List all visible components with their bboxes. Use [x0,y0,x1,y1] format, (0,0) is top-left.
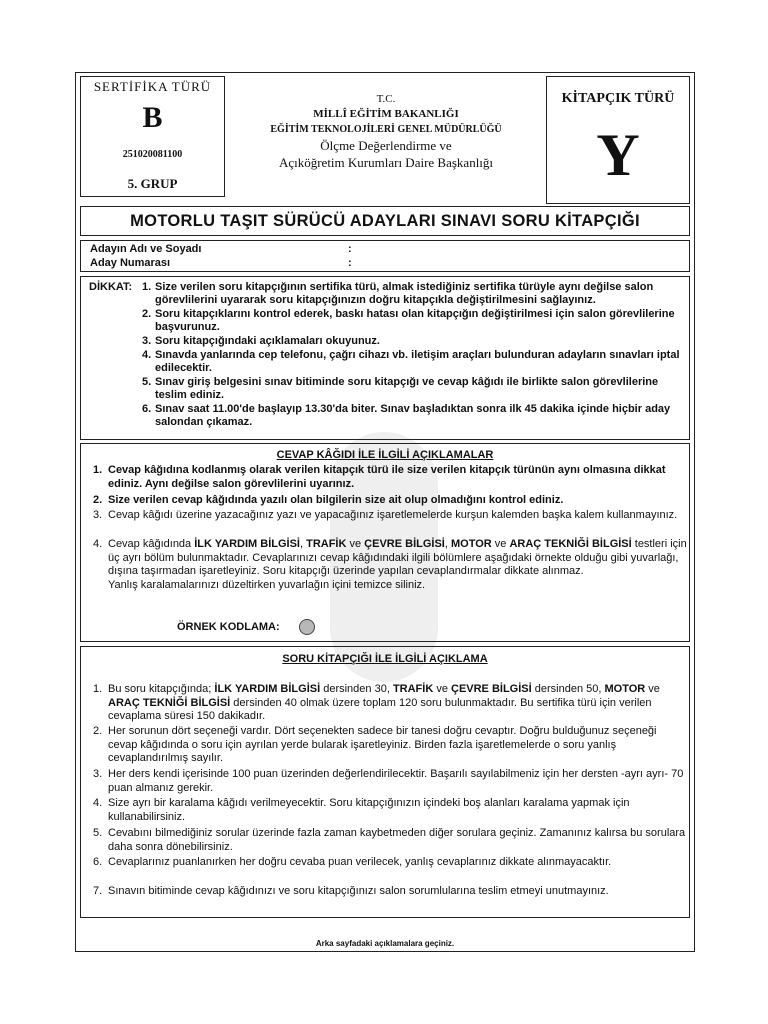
subject-traffic: TRAFİK [392,683,434,695]
text-segment: ve [433,683,451,695]
booklet-item [95,768,687,795]
warning-box [80,276,690,440]
title-box [80,206,690,236]
booklet-item [95,797,687,824]
item-text: Size verilen cevap kâğıdında yazılı olan bilgilerin size ait olup olmadığını kontrol ediniz. [108,494,564,506]
warning-item [143,403,688,429]
item-text [95,538,687,592]
certificate-group: 5. GRUP [127,176,178,191]
subject-first-aid: İLK YARDIM BİLGİSİ [194,538,300,550]
booklet-label: KİTAPÇIK TÜRÜ [561,91,675,106]
text-segment: Yanlış karalamalarınızı düzeltirken yuvarlağın içini temizce siliniz. [108,578,426,591]
item-text: Sınavda yanlarında cep telefonu, çağrı cihazı vb. iletişim araçları bulunduran adayların sınavları iptal edilecektir. [155,349,680,374]
text-segment: Cevap kâğıdında [108,538,195,550]
item-number: 6. [142,403,152,415]
item-number: 2. [142,308,152,320]
text-segment: Bu soru kitapçığında; [108,683,215,695]
warning-item [143,376,688,402]
item-text: Cevaplarınız puanlanırken her doğru cevaba puan verilecek, yanlış cevaplarınız dikkate alınmayacaktır. [108,856,612,868]
certificate-type: B [142,101,163,134]
item-text: Sınav giriş belgesini sınav bitiminde soru kitapçığı ve cevap kâğıdı ile birlikte salon görevlilerine teslim ediniz. [155,376,659,401]
warning-item [143,308,688,334]
item-number: 3. [93,768,103,780]
subject-environment: ÇEVRE BİLGİSİ [364,538,445,550]
item-number: 3. [142,335,152,347]
item-text: Her ders kendi içerisinde 100 puan üzerinden değerlendirilecektir. Başarılı sayılabilmeniz için her dersten -ayrı ayrı- 70 puan almanız gerekir. [108,768,684,794]
item-text [95,683,687,724]
answer-item [95,494,687,508]
item-number: 4. [93,538,103,550]
booklet-type: Y [596,122,640,188]
item-number: 6. [93,856,103,868]
item-text: Soru kitapçığındaki açıklamaları okuyunuz. [155,335,380,347]
text-segment: , [299,538,307,550]
item-number: 5. [93,827,103,839]
booklet-info-heading: SORU KİTAPÇIĞI İLE İLGİLİ AÇIKLAMA [282,653,488,665]
text-segment: ve [346,538,365,550]
item-number: 1. [93,464,103,476]
subject-motor: MOTOR [450,538,492,550]
subject-vehicle-tech: ARAÇ TEKNİĞİ BİLGİSİ [108,696,231,709]
booklet-item [95,885,687,899]
number-colon: : [348,257,352,269]
warning-label: DİKKAT: [89,281,133,293]
subject-environment: ÇEVRE BİLGİSİ [451,683,532,695]
booklet-info-box [80,646,690,918]
booklet-item [95,725,687,766]
ministry-dept-line1: Ölçme Değerlendirme ve [320,138,452,153]
number-label: Aday Numarası [90,257,171,269]
text-segment: testleri için üç ayrı bölüm bulunmaktadır. Cevaplarınızı cevap kâğıdındaki ilgili bölümlere aşağıdaki örnekte olduğu gibi yuvarlağı, dışına taşırmadan işaretleyiniz. Soru kitapçığı üzerinde yapılan cevaplandırmalar dikkate alınmaz. [108,538,687,577]
answer-item [95,509,687,523]
ministry-dept-line2: Açıköğretim Kurumları Daire Başkanlığı [278,155,494,170]
item-number: 5. [142,376,152,388]
subject-vehicle-tech: ARAÇ TEKNİĞİ BİLGİSİ [509,538,632,550]
sample-coding-label: ÖRNEK KODLAMA: [177,621,280,633]
item-text: Her sorunun dört seçeneği vardır. Dört seçenekten sadece bir tanesi doğru cevaptır. Doğru bulduğunuz seçeneği cevap kâğıdında o soru için ayrılan yerde bularak işaretleyiniz. Birden fazla işaretlemelerde o soru yanlış cevaplandırılmış sayılır. [108,725,657,764]
item-number: 2. [93,725,103,737]
ministry-directorate: EĞİTİM TEKNOLOJİLERİ GENEL MÜDÜRLÜĞÜ [270,124,502,135]
name-label: Adayın Adı ve Soyadı [90,243,202,255]
item-number: 3. [93,509,103,521]
page-title: MOTORLU TAŞIT SÜRÜCÜ ADAYLARI SINAVI SORU KİTAPÇIĞI [130,212,640,230]
item-number: 4. [93,797,103,809]
item-number: 1. [142,281,152,293]
item-text: Size ayrı bir karalama kâğıdı verilmeyecektir. Soru kitapçığınızın içindeki boş alanları karalama yapmak için kullanabilirsiniz. [108,797,630,823]
warning-item [143,349,688,375]
booklet-item [95,827,687,854]
booklet-item [95,856,687,870]
text-segment: dersinden 30, [320,683,393,695]
item-number: 7. [93,885,103,897]
item-text: Soru kitapçıklarını kontrol ederek, baskı hatası olan kitapçığın değiştirilmesi için salon görevlilerine başvurunuz. [155,308,675,333]
answer-item [95,538,687,592]
booklet-item [95,683,687,724]
warning-item [143,335,688,348]
subject-first-aid: İLK YARDIM BİLGİSİ [214,683,321,695]
answer-sheet-heading: CEVAP KÂĞIDI İLE İLGİLİ AÇIKLAMALAR [276,449,494,461]
item-number: 1. [93,683,103,695]
item-text: Sınav saat 11.00'de başlayıp 13.30'da biter. Sınav başladıktan sonra ilk 45 dakika içinde hiçbir aday salondan çıkamaz. [155,403,671,428]
warning-item [143,281,688,307]
ministry-header [228,92,544,171]
ministry-tc: T.C. [376,93,396,105]
text-segment: ve [645,683,660,695]
certificate-code: 251020081100 [122,149,183,160]
text-segment: , [444,538,451,550]
candidate-box [80,240,690,272]
item-text: Size verilen soru kitapçığının sertifika türü, almak istediğiniz sertifika türüyle aynı değilse salon görevlilerini uyararak soru kitapçığınızın doğru kitapçıkla değiştirilmesini sağlayınız. [155,281,654,306]
item-text: Sınavın bitiminde cevap kâğıdınızı ve soru kitapçığınızı salon sorumlularına teslim etmeyi unutmayınız. [108,885,609,897]
item-text: Cevap kâğıdı üzerine yazacağınız yazı ve yapacağınız işaretlemelerde kurşun kalemden başka kalem kullanmayınız. [108,509,678,521]
subject-traffic: TRAFİK [306,538,347,550]
text-segment: dersinden 50, [531,683,605,695]
subject-motor: MOTOR [604,683,646,695]
booklet-box [546,76,690,204]
name-colon: : [348,243,352,255]
ministry-name: MİLLÎ EĞİTİM BAKANLIĞI [313,108,459,120]
item-text: Cevabını bilmediğiniz sorular üzerinde fazla zaman kaybetmeden diğer sorulara geçiniz. Zamanınız kalırsa bu sorulara daha sonra dönebilirsiniz. [108,827,686,853]
item-number: 4. [142,349,152,361]
text-segment: dersinden 40 olmak üzere toplam 120 soru bulunmaktadır. Bu sertifika türü için verilen cevaplama süresi 150 dakikadır. [108,696,652,722]
sample-filled-bubble [299,619,315,635]
certificate-box [80,76,225,197]
answer-sheet-box [80,443,690,642]
answer-item [95,464,687,491]
certificate-label: SERTİFİKA TÜRÜ [93,79,212,94]
item-number: 2. [93,494,103,506]
text-segment: ve [491,538,510,550]
footer-note: Arka sayfadaki açıklamalara geçiniz. [315,939,455,948]
item-text: Cevap kâğıdına kodlanmış olarak verilen kitapçık türü ile size verilen kitapçık türünün aynı olmasına dikkat ediniz. Aynı değilse salon görevlilerini uyarınız. [108,464,666,490]
